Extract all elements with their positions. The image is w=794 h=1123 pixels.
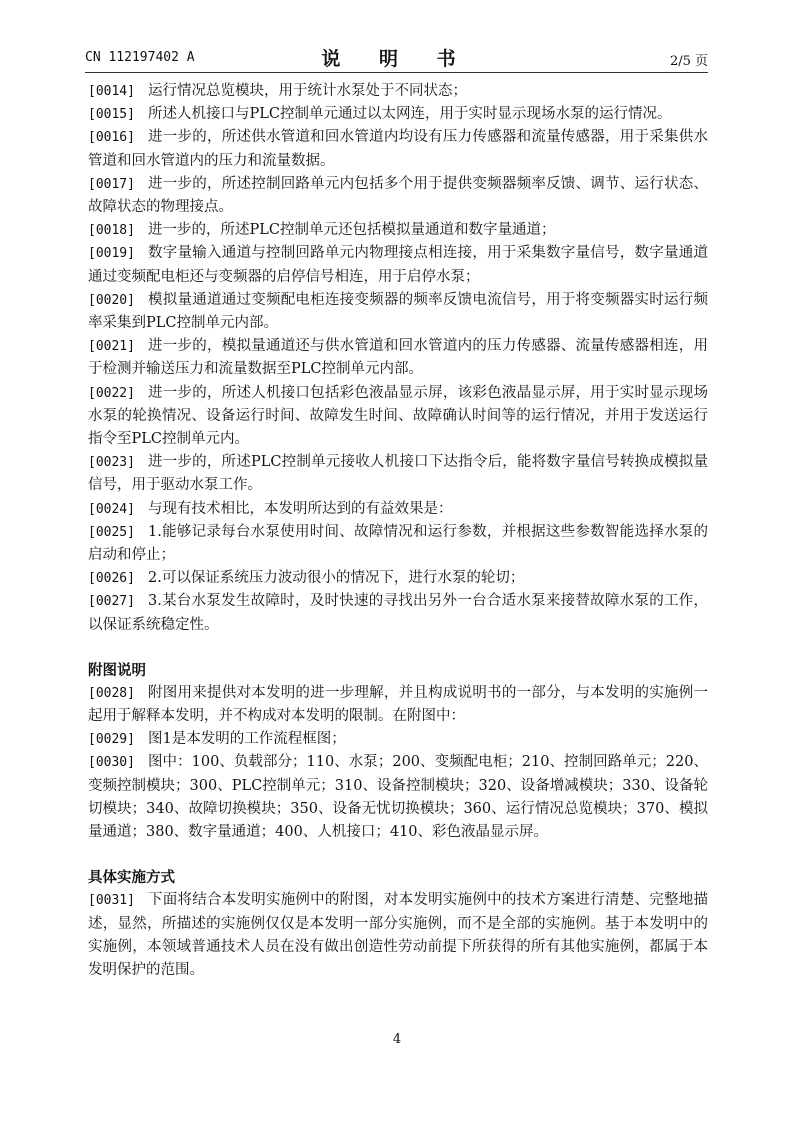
paragraph-number: [0030] [88,755,135,771]
paragraph [88,498,708,521]
paragraph [88,242,708,288]
paragraph [88,173,708,219]
paragraph [88,289,708,335]
paragraph-text: 进一步的，模拟量通道还与供水管道和回水管道内的压力传感器、流量传感器相连，用于检测并输送压力和流量数据至PLC控制单元内部。 [88,338,708,378]
section-heading-figures: 附图说明 [88,662,146,679]
paragraph-text: 图1是本发明的工作流程框图； [148,731,346,748]
paragraph-text: 与现有技术相比，本发明所达到的有益效果是： [148,500,453,517]
paragraph [88,567,708,590]
paragraph [88,751,708,844]
page-number: 4 [392,1032,402,1047]
paragraph-number: [0018] [88,223,135,239]
paragraph-number: [0016] [88,130,135,146]
paragraph-text: 模拟量通道通过变频配电柜连接变频器的频率反馈电流信号，用于将变频器实时运行频率采集到PLC控制单元内部。 [88,291,708,332]
header-divider [85,72,708,73]
paragraph [88,335,708,381]
paragraph [88,451,708,497]
paragraph [88,80,708,103]
paragraph-number: [0023] [88,455,135,471]
paragraph-group-claims [88,80,708,637]
paragraph-number: [0031] [88,893,135,909]
paragraph-text: 进一步的，所述控制回路单元内包括多个用于提供变频器频率反馈、调节、运行状态、故障状态的物理接点。 [88,175,708,216]
paragraph-number: [0028] [88,685,135,701]
paragraph-number: [0026] [88,571,135,587]
paragraph-number: [0022] [88,385,135,401]
paragraph-text: 1.能够记录每台水泵使用时间、故障情况和运行参数，并根据这些参数智能选择水泵的启动和停止； [88,523,708,564]
paragraph-number: [0014] [88,84,135,99]
document-body [88,80,708,982]
page-header [85,42,708,72]
paragraph [88,219,708,242]
paragraph [88,590,708,636]
paragraph-group-figures [88,682,708,844]
paragraph-number: [0024] [88,501,135,517]
page-count: 2/5 页 [669,54,708,69]
document-number: CN 112197402 A [85,50,195,65]
paragraph-text: 进一步的，所述人机接口包括彩色液晶显示屏，该彩色液晶显示屏，用于实时显示现场水泵的轮换情况、设备运行时间、故障发生时间、故障确认时间等的运行情况，并用于发送运行指令至PLC控制单元内。 [88,384,708,448]
section-gap [88,637,708,660]
paragraph [88,889,708,982]
paragraph-group-embodiment [88,889,708,982]
paragraph-text: 数字量输入通道与控制回路单元内物理接点相连接，用于采集数字量信号，数字量通道通过变频配电柜还与变频器的启停信号相连，用于启停水泵； [88,245,708,285]
paragraph [88,728,708,751]
paragraph-number: [0021] [88,339,135,355]
paragraph [88,521,708,567]
paragraph-number: [0015] [88,107,135,123]
paragraph-number: [0019] [88,246,135,262]
paragraph-number: [0020] [88,292,135,308]
paragraph-text: 图中：100、负载部分；110、水泵；200、变频配电柜；210、控制回路单元；220、变频控制模块；300、PLC控制单元；310、设备控制模块；320、设备增减模块；330、设备轮切模块；340、故障切换模块；350、设备无忧切换模块；360、运行情况总览模块；370、模拟量通道；380、数字量通道；400、人机接口；410、彩色液晶显示屏。 [88,754,708,841]
paragraph-text: 运行情况总览模块，用于统计水泵处于不同状态； [148,83,467,99]
paragraph-text: 3.某台水泵发生故障时，及时快速的寻找出另外一台合适水泵来接替故障水泵的工作，以保证系统稳定性。 [88,593,708,633]
paragraph [88,382,708,452]
paragraph-text: 进一步的，所述供水管道和回水管道内均设有压力传感器和流量传感器，用于采集供水管道和回水管道内的压力和流量数据。 [88,129,708,169]
paragraph-text: 进一步的，所述PLC控制单元接收人机接口下达指令后，能将数字量信号转换成模拟量信号，用于驱动水泵工作。 [88,454,708,494]
paragraph [88,103,708,126]
section-gap [88,844,708,867]
paragraph-number: [0027] [88,594,135,610]
paragraph-text: 2.可以保证系统压力波动很小的情况下，进行水泵的轮切； [148,570,525,587]
paragraph-text: 附图用来提供对本发明的进一步理解，并且构成说明书的一部分，与本发明的实施例一起用于解释本发明，并不构成对本发明的限制。在附图中： [88,684,708,725]
paragraph-number: [0017] [88,176,135,192]
paragraph [88,682,708,728]
paragraph-number: [0025] [88,524,135,540]
paragraph-text: 下面将结合本发明实施例中的附图，对本发明实施例中的技术方案进行清楚、完整地描述，显然，所描述的实施例仅仅是本发明一部分实施例，而不是全部的实施例。基于本发明中的实施例，本领域普通技术人员在没有做出创造性劳动前提下所获得的所有其他实施例，都属于本发明保护的范围。 [88,892,708,978]
paragraph-text: 所述人机接口与PLC控制单元通过以太网连，用于实时显示现场水泵的运行情况。 [148,106,672,123]
document-title: 说 明 书 [321,48,472,70]
paragraph [88,126,708,172]
section-heading-embodiment: 具体实施方式 [88,870,175,887]
paragraph-text: 进一步的，所述PLC控制单元还包括模拟量通道和数字量通道； [148,222,556,239]
paragraph-number: [0029] [88,732,135,748]
